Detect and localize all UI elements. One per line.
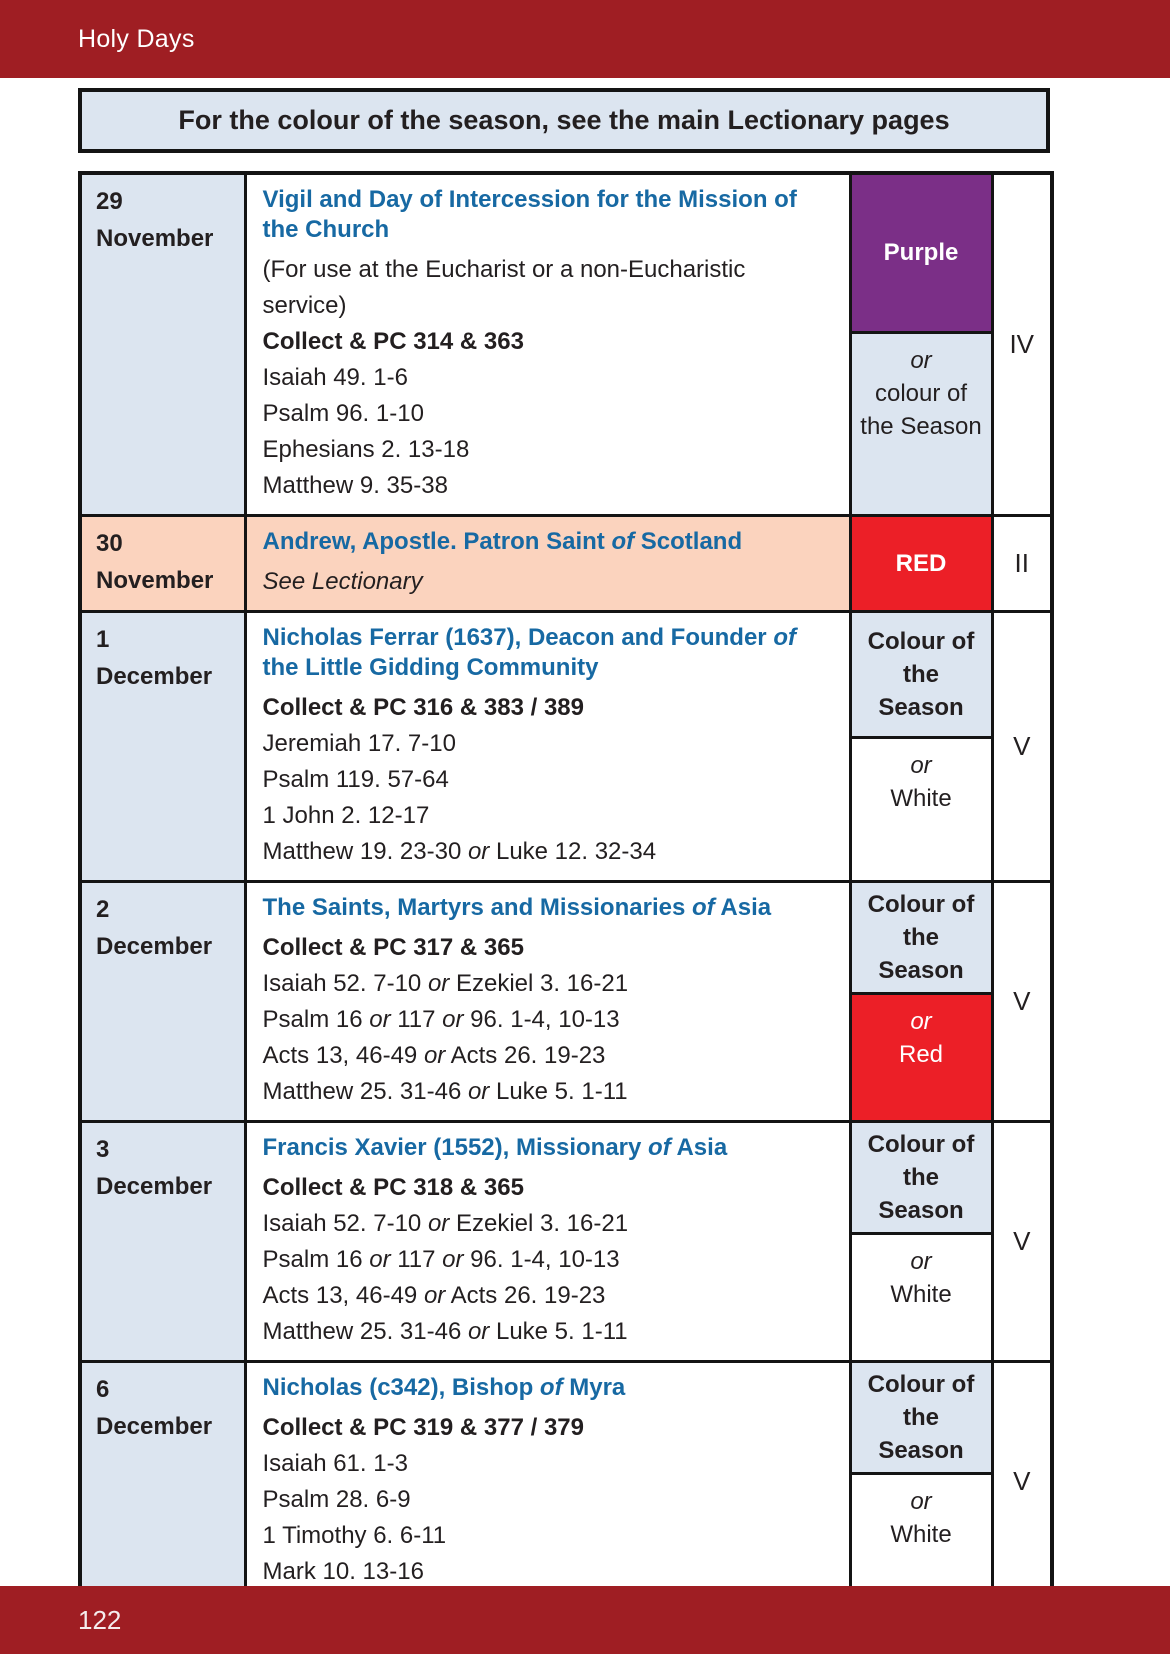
- class-numeral: V: [992, 1362, 1052, 1603]
- reading-line: Mark 10. 13-16: [262, 1558, 424, 1585]
- reading-line: Psalm 119. 57-64: [262, 766, 449, 793]
- feast-title: Nicholas (c342), Bishop of Myra: [262, 1374, 626, 1401]
- colour-option: or White: [852, 1232, 991, 1360]
- colour-stack: [852, 517, 991, 610]
- date-month: November: [96, 567, 214, 594]
- colour-option: RED: [852, 517, 991, 610]
- colour-cell: [850, 516, 992, 612]
- table-row: [80, 173, 1052, 516]
- readings-list: [263, 690, 835, 870]
- feast-title: Nicholas Ferrar (1637), Deacon and Founder of the Little Gidding Community: [262, 624, 796, 681]
- reading-line: Collect & PC 314 & 363: [262, 328, 524, 355]
- reading-line: Collect & PC 317 & 365: [262, 934, 524, 961]
- table-row: [80, 612, 1052, 882]
- reading-line: Psalm 28. 6-9: [262, 1486, 411, 1513]
- date-cell: [80, 516, 245, 612]
- reading-line: Isaiah 49. 1-6: [262, 364, 408, 391]
- colour-option: or Red: [852, 992, 991, 1120]
- colour-option: Colour of the Season: [852, 613, 991, 736]
- colour-cell: [850, 612, 992, 882]
- colour-option: Colour of the Season: [852, 883, 991, 992]
- colour-option: or colour of the Season: [852, 331, 991, 514]
- reading-line: Collect & PC 316 & 383 / 389: [262, 694, 584, 721]
- reading-line: Matthew 25. 31-46 or Luke 5. 1-11: [262, 1318, 628, 1345]
- readings-list: [263, 1170, 835, 1350]
- colour-option: or White: [852, 736, 991, 880]
- page-footer: [0, 1586, 1170, 1654]
- date-day: 29: [96, 188, 123, 215]
- readings-list: [263, 564, 835, 600]
- reading-line: Ephesians 2. 13-18: [262, 436, 470, 463]
- date-month: December: [96, 1173, 213, 1200]
- colour-cell: [850, 1362, 992, 1603]
- reading-line: Acts 13, 46-49 or Acts 26. 19-23: [262, 1042, 606, 1069]
- description-cell: [245, 882, 850, 1122]
- reading-line: Acts 13, 46-49 or Acts 26. 19-23: [262, 1282, 606, 1309]
- description-cell: [245, 516, 850, 612]
- date-day: 3: [96, 1136, 110, 1163]
- season-notice: For the colour of the season, see the main Lectionary pages: [78, 88, 1050, 153]
- table-row: [80, 1122, 1052, 1362]
- reading-line: (For use at the Eucharist or a non-Eucharistic service): [262, 256, 746, 319]
- holy-days-table-body: [80, 173, 1052, 1602]
- description-cell: [245, 612, 850, 882]
- reading-line: Isaiah 52. 7-10 or Ezekiel 3. 16-21: [262, 1210, 629, 1237]
- feast-title: Andrew, Apostle. Patron Saint of Scotland: [262, 528, 743, 555]
- class-numeral: IV: [992, 173, 1052, 516]
- class-numeral: II: [992, 516, 1052, 612]
- page-number: 122: [78, 1604, 122, 1635]
- colour-stack: [852, 613, 991, 880]
- date-day: 30: [96, 530, 123, 557]
- reading-line: Collect & PC 318 & 365: [262, 1174, 524, 1201]
- date-month: December: [96, 1413, 213, 1440]
- colour-option: or White: [852, 1472, 991, 1600]
- reading-line: Isaiah 61. 1-3: [262, 1450, 408, 1477]
- reading-line: Matthew 19. 23-30 or Luke 12. 32-34: [262, 838, 657, 865]
- reading-line: Matthew 9. 35-38: [262, 472, 448, 499]
- holy-days-table: [78, 171, 1054, 1604]
- description-cell: [245, 173, 850, 516]
- table-row: [80, 1362, 1052, 1603]
- date-cell: [80, 612, 245, 882]
- date-day: 6: [96, 1376, 110, 1403]
- reading-line: Psalm 16 or 117 or 96. 1-4, 10-13: [262, 1006, 620, 1033]
- table-row: [80, 516, 1052, 612]
- date-month: December: [96, 663, 213, 690]
- colour-stack: [852, 883, 991, 1120]
- feast-title: The Saints, Martyrs and Missionaries of Asia: [262, 894, 772, 921]
- reading-line: 1 Timothy 6. 6-11: [262, 1522, 447, 1549]
- table-row: [80, 882, 1052, 1122]
- date-day: 2: [96, 896, 110, 923]
- description-cell: [245, 1362, 850, 1603]
- reading-line: Isaiah 52. 7-10 or Ezekiel 3. 16-21: [262, 970, 629, 997]
- colour-option: Colour of the Season: [852, 1123, 991, 1232]
- reading-line: Collect & PC 319 & 377 / 379: [262, 1414, 584, 1441]
- colour-cell: [850, 882, 992, 1122]
- reading-line: Psalm 96. 1-10: [262, 400, 424, 427]
- date-cell: [80, 1122, 245, 1362]
- readings-list: [263, 1410, 835, 1590]
- date-cell: [80, 882, 245, 1122]
- page-header: [0, 0, 1170, 78]
- readings-list: [263, 930, 835, 1110]
- colour-stack: [852, 1123, 991, 1360]
- feast-title: Vigil and Day of Intercession for the Mission of the Church: [262, 186, 797, 243]
- colour-stack: [852, 1363, 991, 1600]
- reading-line: Jeremiah 17. 7-10: [262, 730, 456, 757]
- reading-line: Psalm 16 or 117 or 96. 1-4, 10-13: [262, 1246, 620, 1273]
- colour-option: Purple: [852, 175, 991, 331]
- description-cell: [245, 1122, 850, 1362]
- readings-list: [263, 252, 835, 504]
- class-numeral: V: [992, 1122, 1052, 1362]
- date-cell: [80, 1362, 245, 1603]
- date-cell: [80, 173, 245, 516]
- colour-stack: [852, 175, 991, 514]
- class-numeral: V: [992, 882, 1052, 1122]
- page-title: Holy Days: [78, 24, 195, 53]
- date-day: 1: [96, 626, 110, 653]
- reading-line: See Lectionary: [262, 568, 423, 595]
- class-numeral: V: [992, 612, 1052, 882]
- reading-line: Matthew 25. 31-46 or Luke 5. 1-11: [262, 1078, 628, 1105]
- colour-cell: [850, 173, 992, 516]
- date-month: November: [96, 225, 214, 252]
- colour-cell: [850, 1122, 992, 1362]
- date-month: December: [96, 933, 213, 960]
- feast-title: Francis Xavier (1552), Missionary of Asia: [262, 1134, 728, 1161]
- reading-line: 1 John 2. 12-17: [262, 802, 430, 829]
- colour-option: Colour of the Season: [852, 1363, 991, 1472]
